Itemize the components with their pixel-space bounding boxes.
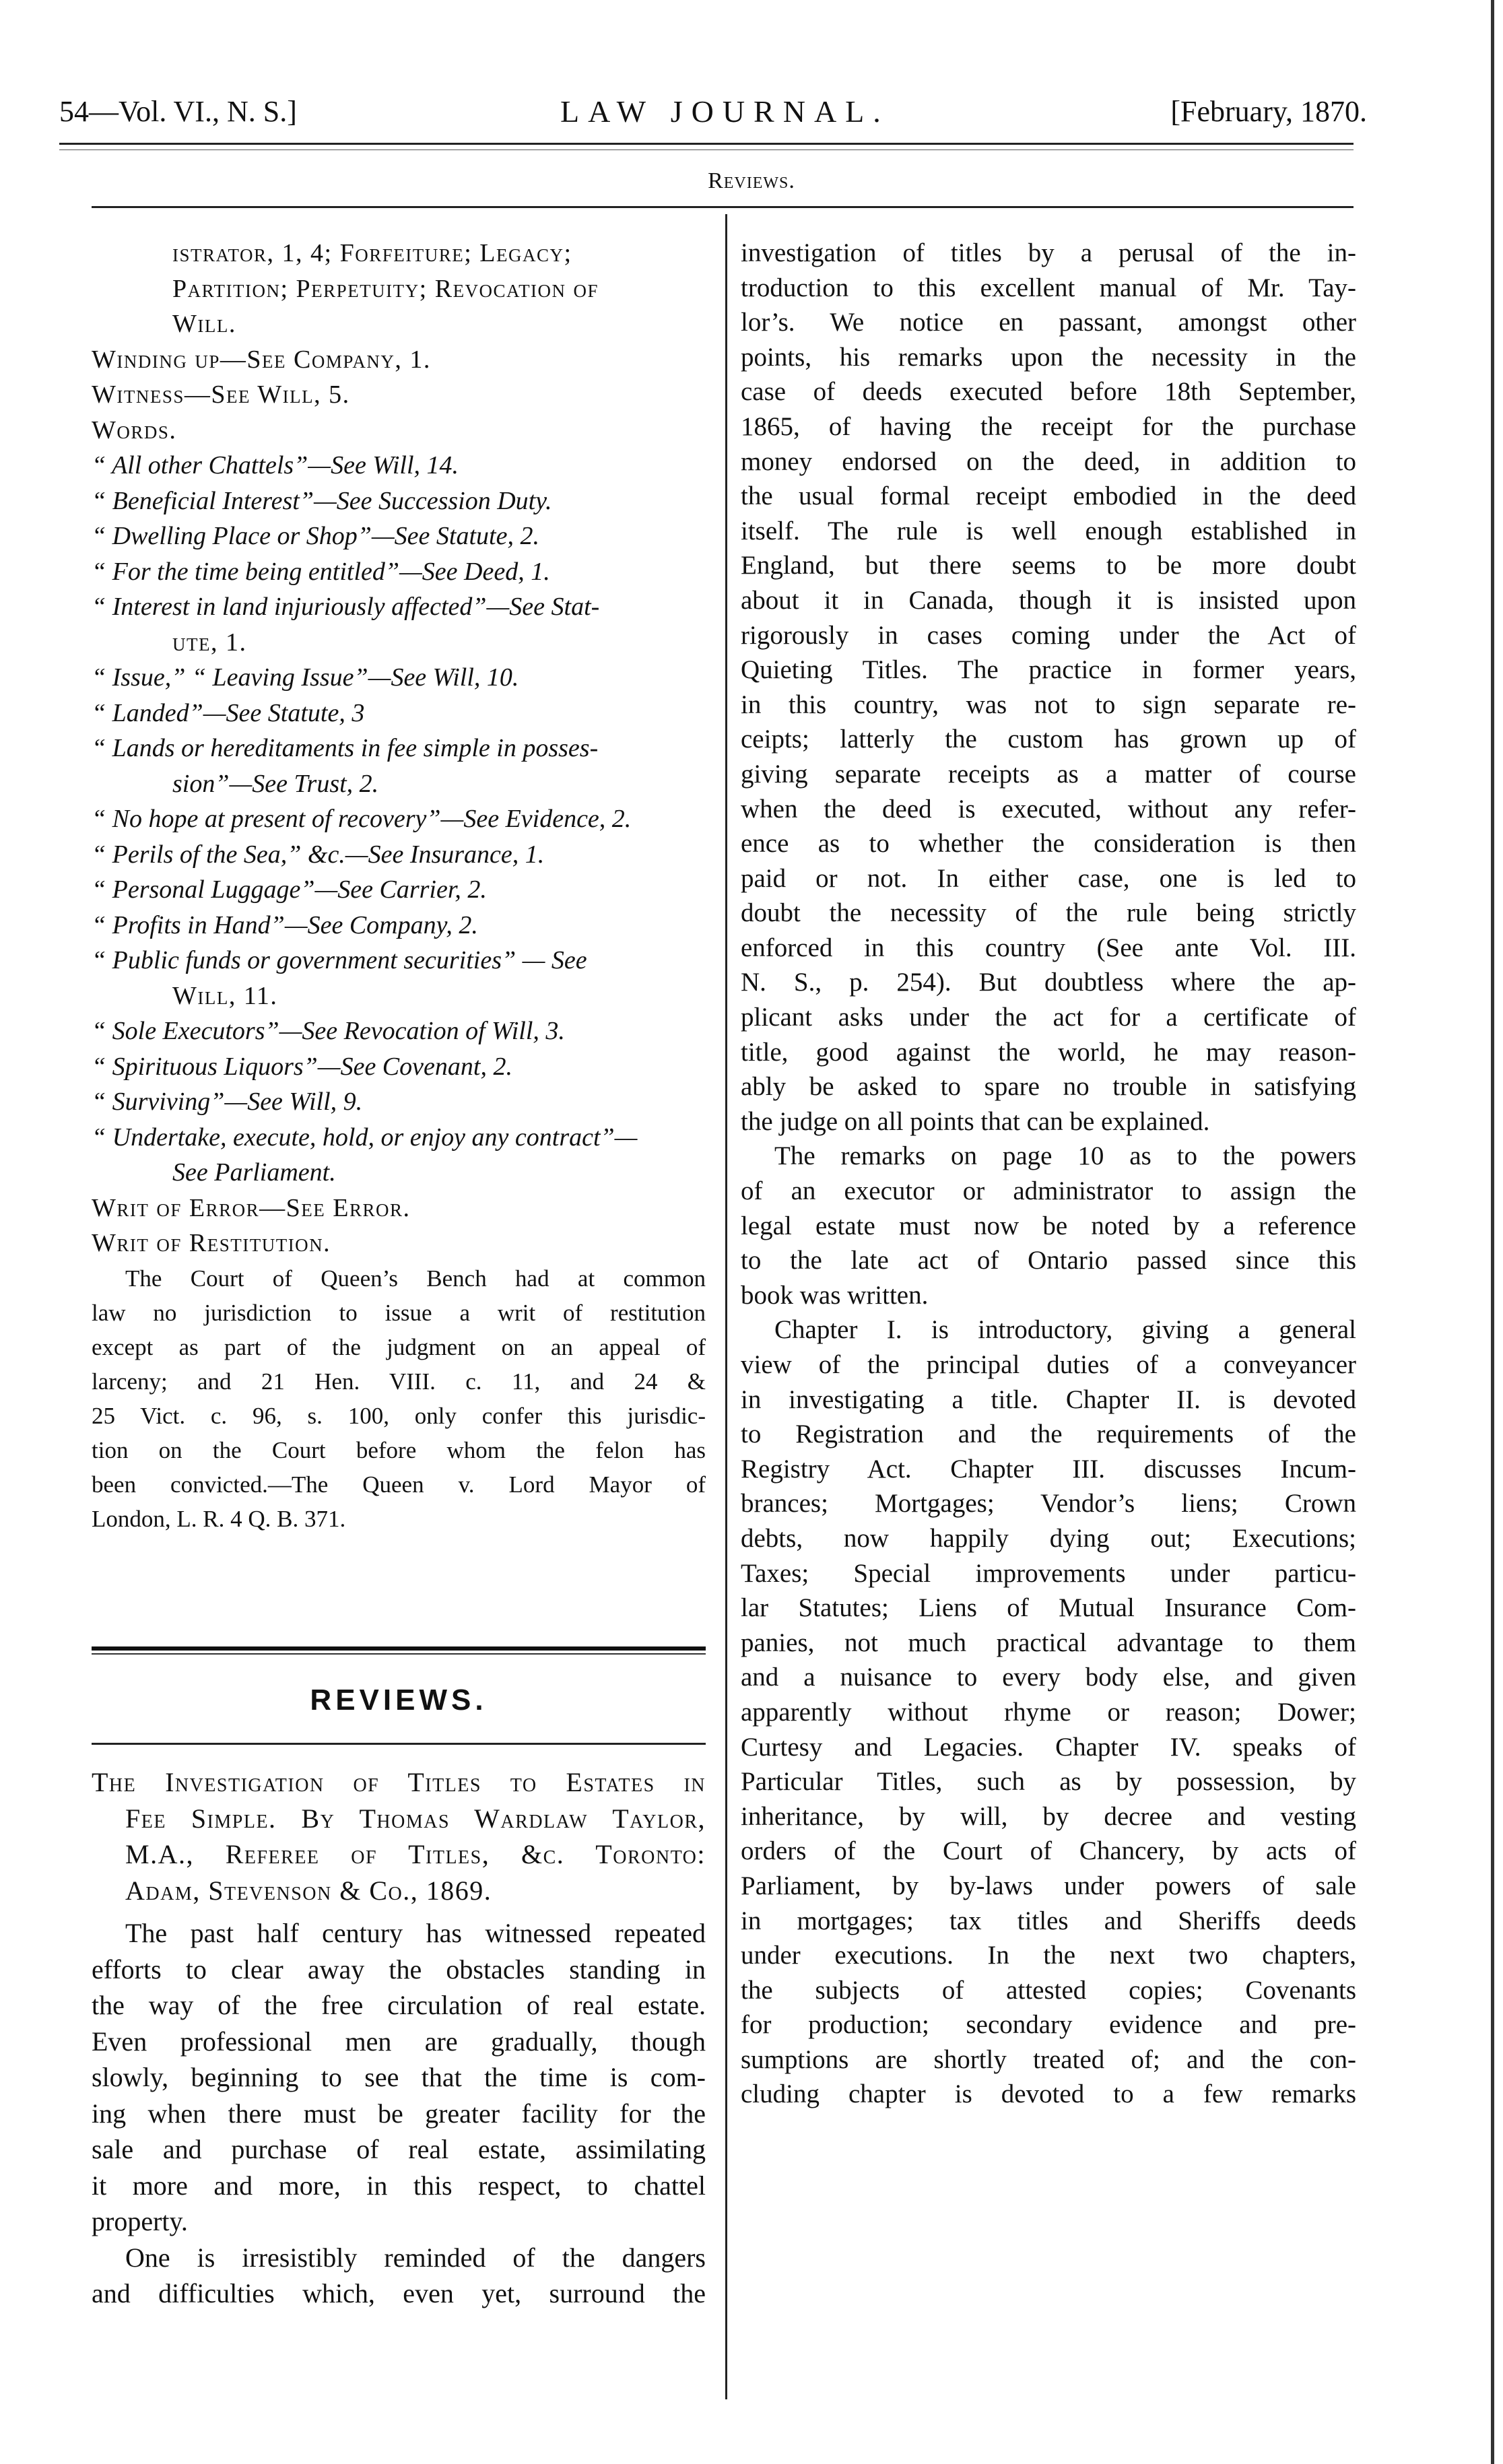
right-column-line: Chapter I. is introductory, giving a general: [774, 1315, 1356, 1345]
right-column: [741, 236, 1356, 2112]
right-column-line: lar Statutes; Liens of Mutual Insurance Com-: [741, 1593, 1356, 1623]
holding-line: tion on the Court before whom the felon has: [92, 1436, 706, 1463]
right-column-line: book was written.: [741, 1280, 929, 1310]
review-title-line: Adam, Stevenson & Co., 1869.: [125, 1875, 492, 1906]
right-column-line: troduction to this excellent manual of Mr. Tay-: [741, 273, 1356, 302]
review-title-line: The Investigation of Titles to Estates in: [92, 1767, 706, 1797]
right-column-line: plicant asks under the act for a certificate of: [741, 1003, 1356, 1032]
right-column-line: points, his remarks upon the necessity in the: [741, 342, 1356, 372]
index-entry: “ Dwelling Place or Shop”—See Statute, 2.: [92, 522, 539, 550]
index-entry: istrator, 1, 4; Forfeiture; Legacy;: [172, 239, 572, 267]
index-entry: Writ of Error—See Error.: [92, 1193, 411, 1222]
right-column-line: and a nuisance to every body else, and given: [741, 1663, 1356, 1692]
right-column-line: itself. The rule is well enough established in: [741, 516, 1356, 545]
right-column-line: of an executor or administrator to assign the: [741, 1176, 1356, 1206]
column-divider: [725, 214, 727, 2399]
index-entry: “ Landed”—See Statute, 3: [92, 698, 365, 727]
right-column-line: orders of the Court of Chancery, by acts of: [741, 1836, 1356, 1866]
reviews-divider: [92, 1646, 706, 1655]
holding-line: The Court of Queen’s Bench had at common: [125, 1265, 706, 1292]
right-column-line: Parliament, by by-laws under powers of sale: [741, 1871, 1356, 1900]
review-body-line: sale and purchase of real estate, assimilating: [92, 2134, 706, 2164]
right-column-line: in mortgages; tax titles and Sheriffs deeds: [741, 1906, 1356, 1935]
review-body: [92, 1915, 706, 2312]
index-entry: sion”—See Trust, 2.: [172, 769, 379, 798]
index-entry: “ Undertake, execute, hold, or enjoy any contract”—: [92, 1123, 638, 1152]
review-body-line: ing when there must be greater facility for the: [92, 2098, 706, 2129]
holding-line: 25 Vict. c. 96, s. 100, only confer this jurisdic-: [92, 1402, 706, 1429]
right-column-line: brances; Mortgages; Vendor’s liens; Crown: [741, 1489, 1356, 1519]
right-column-line: Particular Titles, such as by possession, by: [741, 1767, 1356, 1797]
book-review: [92, 1764, 706, 2312]
index-entry: “ Surviving”—See Will, 9.: [92, 1088, 363, 1116]
right-column-line: ceipts; latterly the custom has grown up of: [741, 725, 1356, 754]
right-column-line: cluding chapter is devoted to a few remarks: [741, 2079, 1356, 2109]
right-column-line: title, good against the world, he may reason-: [741, 1037, 1356, 1067]
right-column-line: ence as to whether the consideration is then: [741, 829, 1356, 859]
right-column-line: for production; secondary evidence and pre-: [741, 2010, 1356, 2040]
index-entry: See Parliament.: [172, 1158, 336, 1187]
right-column-line: the usual formal receipt embodied in the deed: [741, 481, 1356, 511]
index-entry: Witness—See Will, 5.: [92, 380, 350, 409]
review-body-line: One is irresistibly reminded of the dangers: [125, 2242, 706, 2273]
holding-line: law no jurisdiction to issue a writ of restitution: [92, 1299, 706, 1326]
right-column-line: panies, not much practical advantage to them: [741, 1628, 1356, 1657]
right-column-line: rigorously in cases coming under the Act of: [741, 620, 1356, 650]
review-body-line: and difficulties which, even yet, surround the: [92, 2278, 706, 2308]
index-entry: Will, 11.: [172, 981, 278, 1010]
reviews-heading-rule: [92, 1743, 706, 1745]
right-column-line: Registry Act. Chapter III. discusses Incum-: [741, 1454, 1356, 1484]
right-column-line: the subjects of attested copies; Covenants: [741, 1975, 1356, 2005]
right-column-line: Quieting Titles. The practice in former years,: [741, 655, 1356, 685]
right-column-line: England, but there seems to be more doubt: [741, 551, 1356, 580]
index-entry: Will.: [172, 310, 236, 338]
header-rule: [59, 143, 1354, 145]
index-entry: “ For the time being entitled”—See Deed, 1.: [92, 557, 550, 586]
index-entry: “ Sole Executors”—See Revocation of Will, 3.: [92, 1017, 565, 1045]
review-title: [92, 1764, 706, 1908]
right-column-line: legal estate must now be noted by a reference: [741, 1211, 1356, 1240]
index-entry: “ Issue,” “ Leaving Issue”—See Will, 10.: [92, 663, 519, 692]
review-body-line: efforts to clear away the obstacles standing in: [92, 1954, 706, 1985]
right-column-line: debts, now happily dying out; Executions;: [741, 1523, 1356, 1553]
right-column-line: to the late act of Ontario passed since this: [741, 1246, 1356, 1275]
index-entry: “ Beneficial Interest”—See Succession Duty.: [92, 486, 552, 515]
right-column-line: sumptions are shortly treated of; and the con-: [741, 2044, 1356, 2074]
holding-line: been convicted.—The Queen v. Lord Mayor of: [92, 1471, 706, 1498]
review-body-line: it more and more, in this respect, to chattel: [92, 2170, 706, 2201]
right-column-line: to Registration and the requirements of the: [741, 1420, 1356, 1449]
right-column-line: paid or not. In either case, one is led to: [741, 863, 1356, 893]
right-column-line: enforced in this country (See ante Vol. III.: [741, 933, 1356, 962]
right-column-line: 1865, of having the receipt for the purchase: [741, 411, 1356, 441]
review-body-line: The past half century has witnessed repeated: [125, 1918, 706, 1948]
page-edge: [1491, 0, 1494, 2464]
holding-line: London, L. R. 4 Q. B. 371.: [92, 1505, 346, 1532]
right-column-line: Curtesy and Legacies. Chapter IV. speaks of: [741, 1732, 1356, 1762]
index-entry: “ Profits in Hand”—See Company, 2.: [92, 910, 478, 939]
index-entry: “ Spirituous Liquors”—See Covenant, 2.: [92, 1052, 512, 1081]
right-column-line: when the deed is executed, without any refer-: [741, 794, 1356, 824]
right-column-line: under executions. In the next two chapters,: [741, 1941, 1356, 1970]
right-column-line: The remarks on page 10 as to the powers: [774, 1141, 1356, 1171]
page-number-volume: 54—Vol. VI., N. S.]: [59, 95, 297, 128]
holding-line: larceny; and 21 Hen. VIII. c. 11, and 24 &: [92, 1368, 706, 1395]
digest-index-list: [92, 236, 706, 1261]
section-label: Reviews.: [708, 168, 795, 193]
index-entry: Partition; Perpetuity; Revocation of: [172, 274, 599, 303]
right-column-line: N. S., p. 254). But doubtless where the ap-: [741, 968, 1356, 997]
holding-line: except as part of the judgment on an appeal of: [92, 1333, 706, 1360]
index-entry: ute, 1.: [172, 628, 247, 657]
index-entry: “ All other Chattels”—See Will, 14.: [92, 451, 459, 479]
review-body-line: the way of the free circulation of real estate.: [92, 1990, 706, 2020]
right-column-line: giving separate receipts as a matter of course: [741, 759, 1356, 789]
index-entry: “ Lands or hereditaments in fee simple in posses-: [92, 734, 599, 762]
reviews-heading: REVIEWS.: [310, 1684, 488, 1717]
review-body-line: Even professional men are gradually, though: [92, 2026, 706, 2057]
index-entry: “ Public funds or government securities” — See: [92, 946, 587, 974]
right-column-line: case of deeds executed before 18th September,: [741, 377, 1356, 407]
right-column-line: about it in Canada, though it is insisted upon: [741, 585, 1356, 615]
review-body-line: slowly, beginning to see that the time is com-: [92, 2062, 706, 2092]
right-column-line: inheritance, by will, by decree and vesting: [741, 1801, 1356, 1831]
right-column-line: Taxes; Special improvements under particu-: [741, 1558, 1356, 1588]
right-column-line: money endorsed on the deed, in addition to: [741, 446, 1356, 476]
journal-title: LAW JOURNAL.: [560, 94, 890, 129]
header-rule-thin: [59, 149, 1354, 150]
right-column-line: investigation of titles by a perusal of the in-: [741, 238, 1356, 267]
index-entry: Writ of Restitution.: [92, 1229, 331, 1257]
right-column-line: lor’s. We notice en passant, amongst other: [741, 308, 1356, 337]
review-title-line: Fee Simple. By Thomas Wardlaw Taylor,: [125, 1803, 706, 1834]
right-column-line: view of the principal duties of a conveyancer: [741, 1350, 1356, 1379]
right-column-line: ably be asked to spare no trouble in satisfying: [741, 1072, 1356, 1102]
index-entry: “ Interest in land injuriously affected”—See Stat-: [92, 593, 600, 621]
right-column-line: apparently without rhyme or reason; Dower;: [741, 1697, 1356, 1727]
right-column-line: in this country, was not to sign separate re-: [741, 690, 1356, 719]
index-entry: Words.: [92, 415, 177, 444]
index-entry: “ No hope at present of recovery”—See Evidence, 2.: [92, 805, 632, 833]
left-column: [92, 236, 706, 1536]
index-entry: “ Personal Luggage”—See Carrier, 2.: [92, 875, 487, 904]
review-title-line: M.A., Referee of Titles, &c. Toronto:: [125, 1839, 706, 1869]
restitution-holding: [92, 1261, 706, 1536]
index-entry: “ Perils of the Sea,” &c.—See Insurance, 1.: [92, 840, 545, 869]
right-column-line: the judge on all points that can be explained.: [741, 1106, 1210, 1136]
review-body-line: property.: [92, 2206, 188, 2236]
issue-date: [February, 1870.: [1170, 95, 1367, 128]
section-rule: [92, 206, 1354, 208]
right-column-line: doubt the necessity of the rule being strictly: [741, 898, 1356, 928]
right-column-line: in investigating a title. Chapter II. is devoted: [741, 1385, 1356, 1414]
index-entry: Winding up—See Company, 1.: [92, 345, 431, 374]
